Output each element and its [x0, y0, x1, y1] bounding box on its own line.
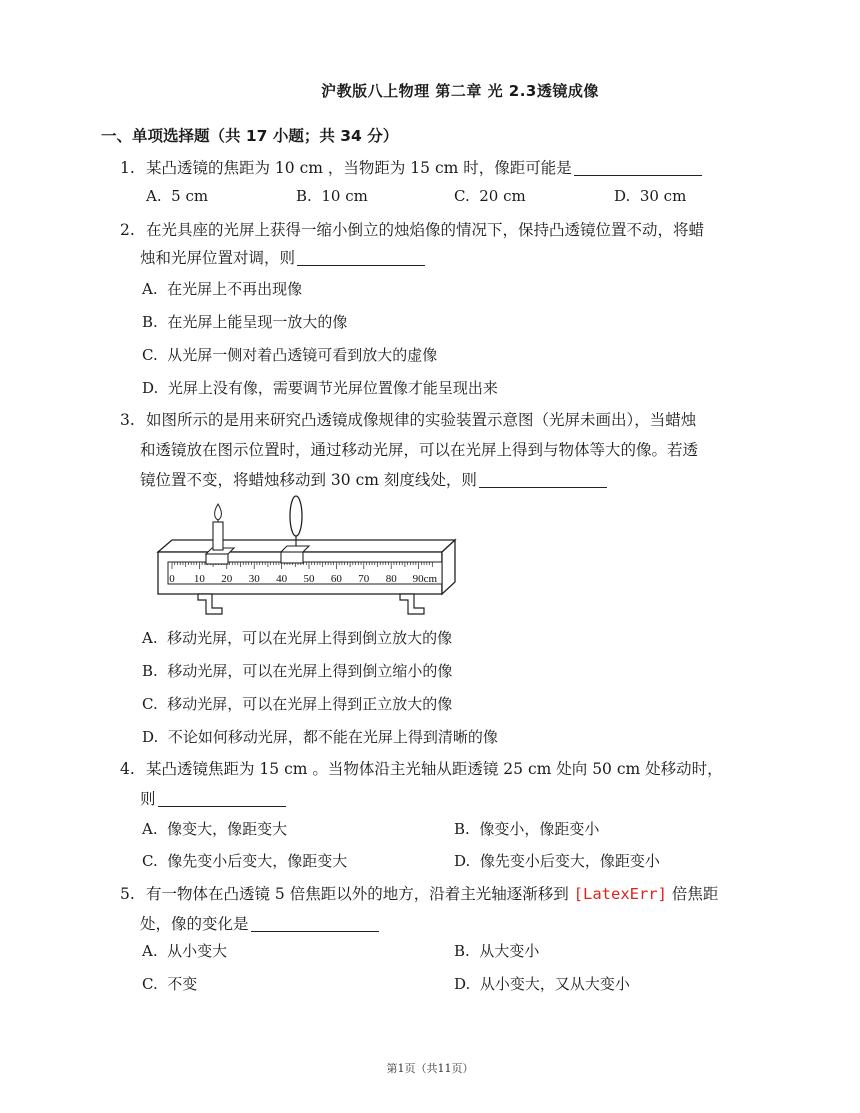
bench-leg-right [400, 594, 424, 614]
bench-leg-left [198, 594, 222, 614]
question-text: 某凸透镜的焦距为 10 cm ，当物距为 15 cm 时，像距可能是 [146, 152, 702, 185]
ruler-tick-label: 70 [358, 573, 370, 585]
option-b[interactable]: B. 像变小，像距变小 [454, 820, 600, 838]
question-text-line-2: 和透镜放在图示位置时，通过移动光屏，可以在光屏上得到与物体等大的像。若透 [140, 441, 699, 459]
option-d[interactable]: D. 不论如何移动光屏，都不能在光屏上得到清晰的像 [142, 728, 498, 746]
option-a[interactable]: A. 移动光屏，可以在光屏上得到倒立放大的像 [142, 629, 453, 647]
option-c[interactable]: C. 不变 [142, 975, 198, 993]
option-b[interactable]: B. 10 cm [296, 187, 368, 205]
question-text-line-3: 镜位置不变，将蜡烛移动到 30 cm 刻度线处，则 [140, 464, 607, 497]
ruler-tick-label: 20 [221, 573, 233, 585]
answer-blank [297, 249, 425, 266]
question-text-line-1: 有一物体在凸透镜 5 倍焦距以外的地方，沿着主光轴逐渐移到 [LatexErr] 倍焦距 [146, 885, 719, 903]
candle-holder-front [206, 554, 228, 564]
option-c[interactable]: C. 像先变小后变大，像距变大 [142, 852, 348, 870]
document-title: 沪教版八上物理 第二章 光 2.3透镜成像 [321, 82, 599, 100]
option-d[interactable]: D. 30 cm [614, 187, 687, 205]
answer-blank [158, 790, 286, 807]
option-d[interactable]: D. 像先变小后变大，像距变小 [454, 852, 660, 870]
candle-flame [215, 504, 222, 520]
ruler-tick-label: 30 [248, 573, 260, 585]
ruler-tick-label: 40 [276, 573, 288, 585]
option-d[interactable]: D. 光屏上没有像，需要调节光屏位置像才能呈现出来 [142, 379, 498, 397]
question-number: 3. [120, 411, 135, 429]
ruler-tick-label: 60 [330, 573, 342, 585]
ruler-tick-label: 90cm [412, 573, 438, 585]
ruler-tick-label: 0 [169, 573, 175, 585]
option-a[interactable]: A. 像变大，像距变大 [142, 820, 288, 838]
ruler-tick-label: 80 [385, 573, 397, 585]
option-b[interactable]: B. 在光屏上能呈现一放大的像 [142, 313, 348, 331]
optical-bench-figure [150, 492, 460, 622]
question-text-line-1: 如图所示的是用来研究凸透镜成像规律的实验装置示意图（光屏未画出），当蜡烛 [146, 411, 697, 429]
question-text-line-2: 则 [140, 783, 286, 816]
option-c[interactable]: C. 从光屏一侧对着凸透镜可看到放大的虚像 [142, 346, 438, 364]
convex-lens [290, 496, 302, 536]
question-number: 4. [120, 760, 135, 778]
section-heading: 一、单项选择题（共 17 小题；共 34 分） [101, 127, 399, 145]
lens-holder-front [281, 552, 303, 563]
question-text-line-2: 烛和光屏位置对调，则 [140, 242, 425, 275]
question-text-line-2: 处，像的变化是 [140, 908, 379, 941]
option-c[interactable]: C. 20 cm [454, 187, 526, 205]
option-b[interactable]: B. 从大变小 [454, 942, 540, 960]
answer-blank [251, 915, 379, 932]
option-b[interactable]: B. 移动光屏，可以在光屏上得到倒立缩小的像 [142, 662, 453, 680]
option-c[interactable]: C. 移动光屏，可以在光屏上得到正立放大的像 [142, 695, 453, 713]
ruler-tick-label: 50 [303, 573, 315, 585]
page-footer: 第1页（共11页） [386, 1062, 474, 1075]
answer-blank [574, 159, 702, 176]
ruler-tick-label: 10 [193, 573, 205, 585]
candle-body [213, 522, 223, 550]
option-a[interactable]: A. 从小变大 [142, 942, 228, 960]
question-text-line-1: 在光具座的光屏上获得一缩小倒立的烛焰像的情况下，保持凸透镜位置不动，将蜡 [146, 221, 705, 239]
question-number: 5. [120, 885, 135, 903]
option-a[interactable]: A. 在光屏上不再出现像 [142, 280, 303, 298]
question-number: 1. [120, 159, 135, 177]
option-a[interactable]: A. 5 cm [146, 187, 209, 205]
option-d[interactable]: D. 从小变大，又从大变小 [454, 975, 630, 993]
question-number: 2. [120, 221, 135, 239]
question-text-line-1: 某凸透镜焦距为 15 cm 。当物体沿主光轴从距透镜 25 cm 处向 50 cm 处移动时， [146, 760, 723, 778]
answer-blank [479, 471, 607, 488]
latex-error-token: [LatexErr] [573, 885, 667, 903]
